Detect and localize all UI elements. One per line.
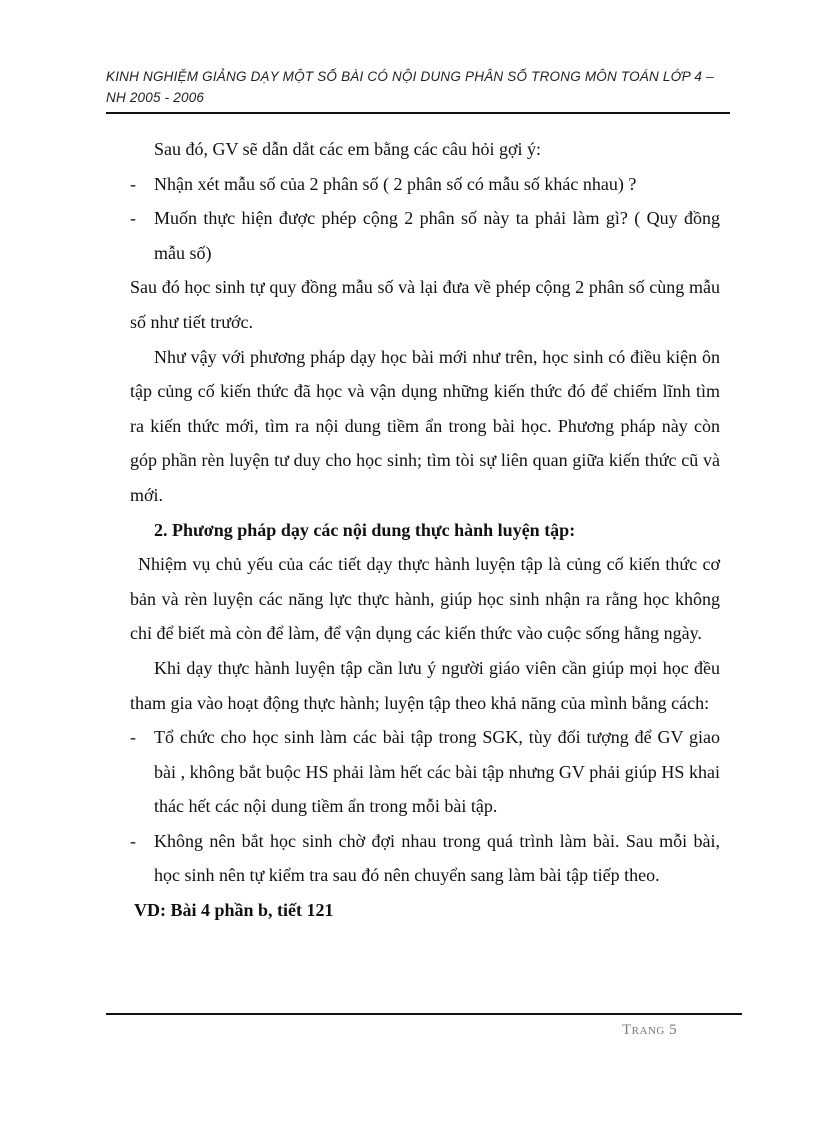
bullet-item xyxy=(130,824,720,893)
paragraph-intro: Sau đó, GV sẽ dẫn dắt các em bằng các câu hỏi gợi ý: xyxy=(154,139,542,159)
bullet-text: Muốn thực hiện được phép cộng 2 phân số này ta phải làm gì? ( Quy đồng mẫu số) xyxy=(154,208,720,263)
header-title-line2: NH 2005 - 2006 xyxy=(106,90,205,105)
paragraph: Khi dạy thực hành luyện tập cần lưu ý người giáo viên cần giúp mọi học đều tham gia vào hoạt động thực hành; luyện tập theo khả năng của mình bằng cách: xyxy=(130,657,720,713)
document-body xyxy=(130,132,720,928)
paragraph: Như vậy với phương pháp dạy học bài mới như trên, học sinh có điều kiện ôn tập củng cố kiến thức đã học và vận dụng những kiến thức đó để chiếm lĩnh tìm ra kiến thức mới, tìm ra nội dung tiềm ẩn trong bài học. Phương pháp này còn góp phần rèn luyện tư duy cho học sinh; tìm tòi sự liên quan giữa kiến thức cũ và mới. xyxy=(130,346,720,505)
bullet-text: Tổ chức cho học sinh làm các bài tập trong SGK, tùy đối tượng để GV giao bài , không bắt buộc HS phải làm hết các bài tập nhưng GV phải giúp HS khai thác hết các nội dung tiềm ẩn trong mỗi bài tập. xyxy=(154,727,720,817)
example-heading: VD: Bài 4 phần b, tiết 121 xyxy=(134,900,334,921)
bullet-text: Nhận xét mẫu số của 2 phân số ( 2 phân số có mẫu số khác nhau) ? xyxy=(154,173,637,194)
footer-divider xyxy=(106,1013,742,1015)
page-header xyxy=(106,66,730,108)
paragraph: Nhiệm vụ chủ yếu của các tiết dạy thực hành luyện tập là củng cố kiến thức cơ bản và rèn luyện các năng lực thực hành, giúp học sinh nhận ra rằng học không chỉ để biết mà còn để làm, để vận dụng các kiến thức vào cuộc sống hằng ngày. xyxy=(130,554,720,644)
bullet-dash: - xyxy=(130,830,136,851)
bullet-item xyxy=(130,167,720,202)
bullet-item xyxy=(130,201,720,270)
bullet-item xyxy=(130,720,720,824)
header-divider xyxy=(106,112,730,114)
page-number: Trang 5 xyxy=(622,1022,678,1038)
bullet-dash: - xyxy=(130,208,136,229)
paragraph: Sau đó học sinh tự quy đồng mẫu số và lại đưa về phép cộng 2 phân số cùng mẫu số như tiết trước. xyxy=(130,277,720,332)
bullet-dash: - xyxy=(130,727,136,748)
header-title-line1: KINH NGHIỆM GIẢNG DẠY MỘT SỐ BÀI CÓ NỘI DUNG PHÂN SỐ TRONG MÔN TOÁN LỚP 4 – xyxy=(106,69,714,84)
bullet-dash: - xyxy=(130,173,136,194)
bullet-text: Không nên bắt học sinh chờ đợi nhau trong quá trình làm bài. Sau mỗi bài, học sinh nên tự kiểm tra sau đó nên chuyển sang làm bài tập tiếp theo. xyxy=(154,830,720,886)
section-heading: 2. Phương pháp dạy các nội dung thực hành luyện tập: xyxy=(154,519,576,540)
